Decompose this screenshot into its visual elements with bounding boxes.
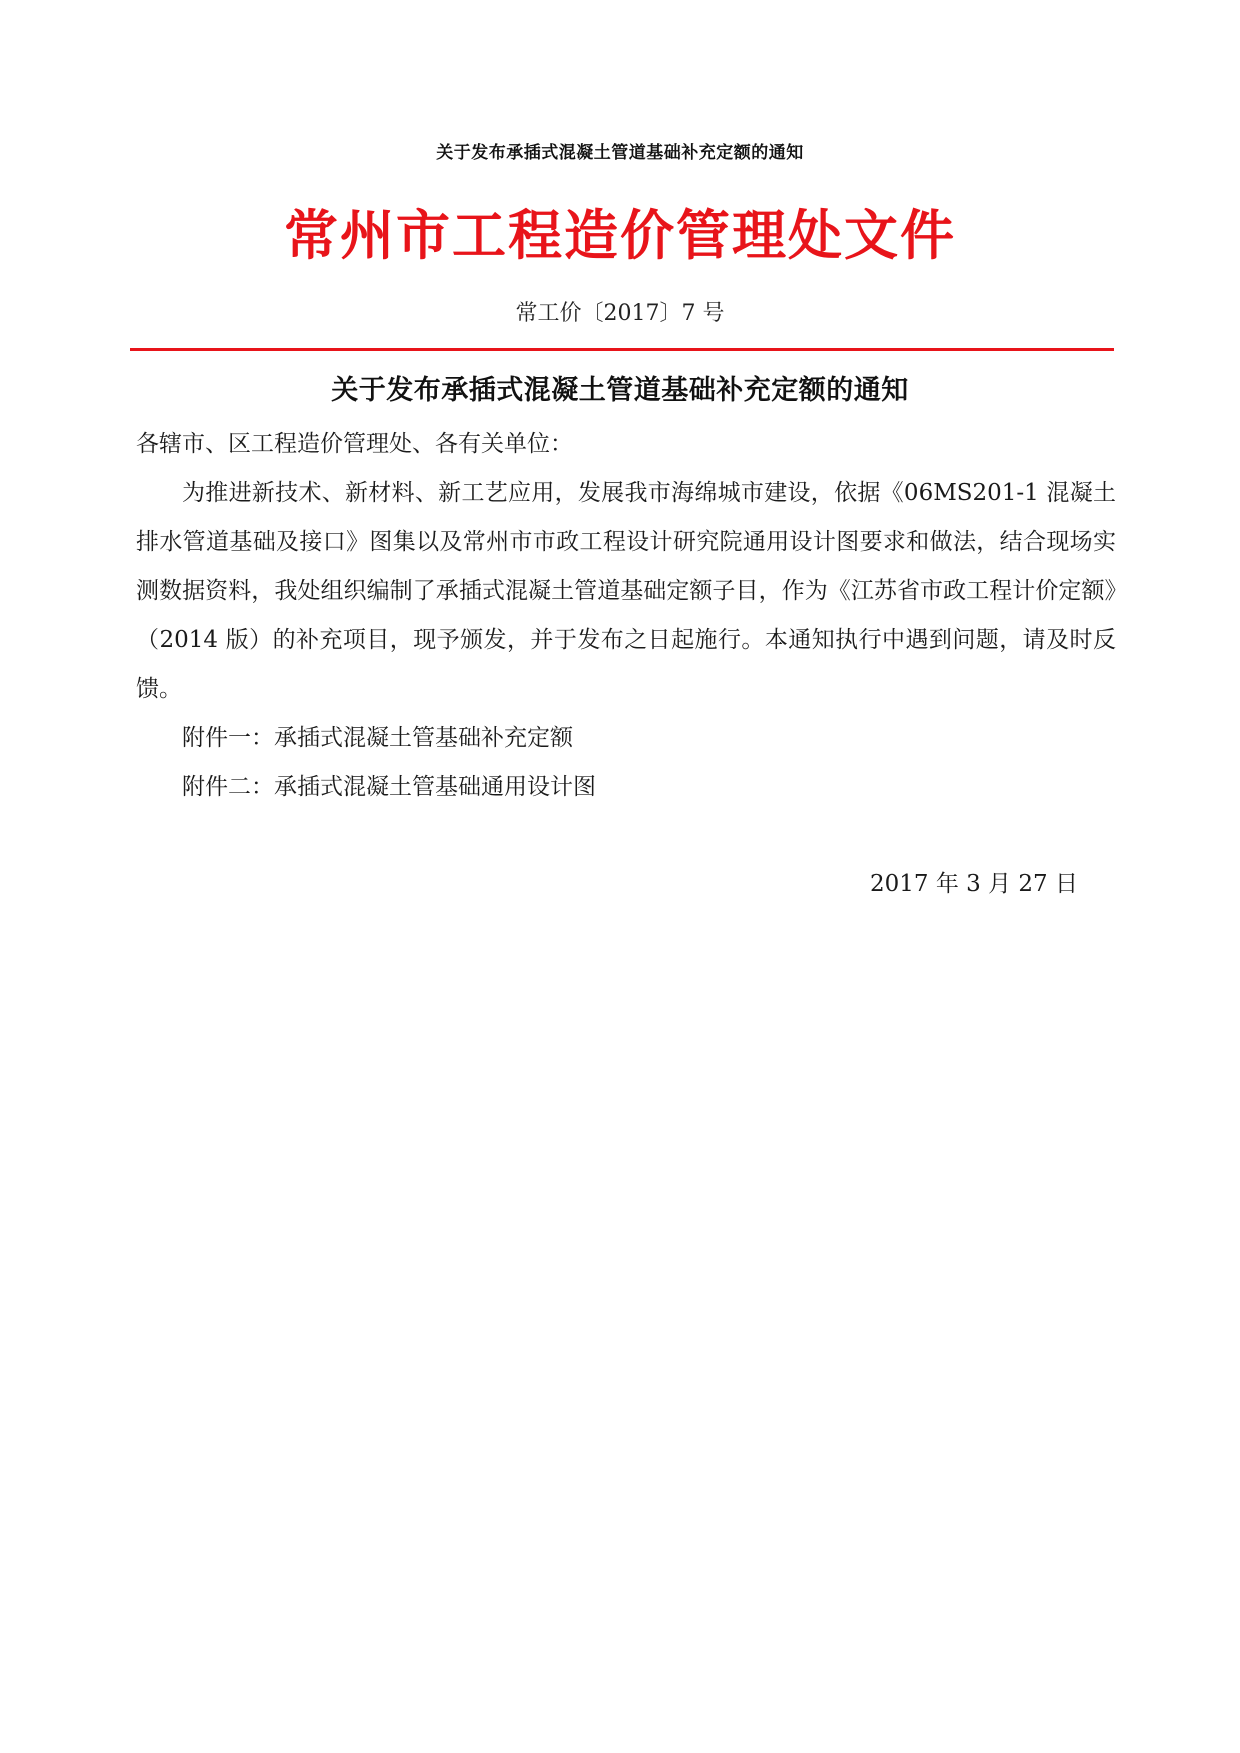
issue-date: 2017 年 3 月 27 日: [870, 871, 1078, 897]
document-number: 常工价〔2017〕7 号: [515, 301, 725, 326]
notice-title: 关于发布承插式混凝土管道基础补充定额的通知: [331, 375, 909, 406]
notice-body: [136, 420, 1116, 812]
attachment-item: 附件一：承插式混凝土管基础补充定额: [182, 725, 573, 751]
attachment-item: 附件二：承插式混凝土管基础通用设计图: [182, 774, 596, 800]
running-header: 关于发布承插式混凝土管道基础补充定额的通知: [436, 143, 804, 163]
body-paragraph: 为推进新技术、新材料、新工艺应用，发展我市海绵城市建设，依据《06MS201-1 混凝土排水管道基础及接口》图集以及常州市市政工程设计研究院通用设计图要求和做法，结合现场实测数据资料，我处组织编制了承插式混凝土管道基础定额子目，作为《江苏省市政工程计价定额》（2014 版）的补充项目，现予颁发，并于发布之日起施行。本通知执行中遇到问题，请及时反馈。: [136, 480, 1116, 702]
masthead-title: 常州市工程造价管理处文件: [284, 203, 956, 267]
red-divider-rule: [130, 348, 1114, 351]
salutation: 各辖市、区工程造价管理处、各有关单位：: [136, 431, 573, 457]
